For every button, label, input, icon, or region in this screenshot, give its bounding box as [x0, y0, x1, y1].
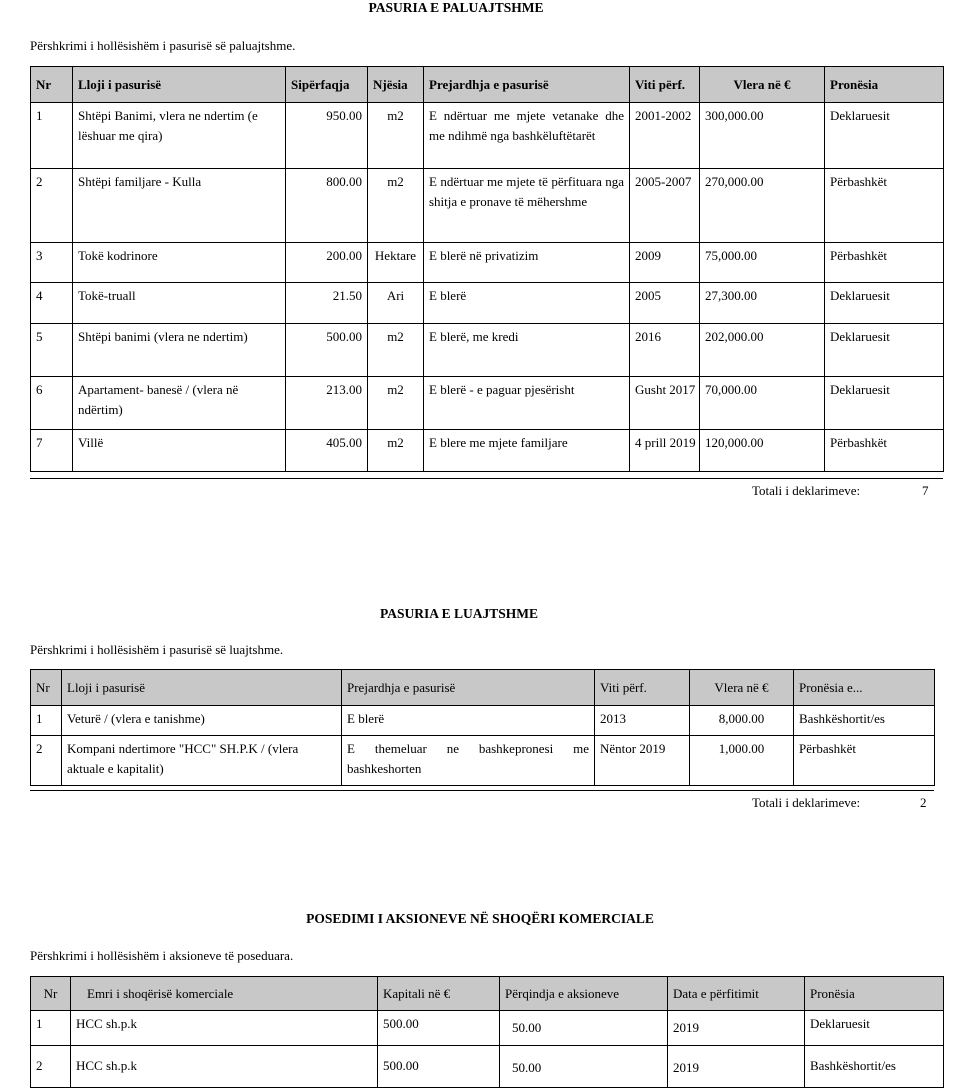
total-label: Totali i deklarimeve:: [752, 483, 861, 498]
section-title-immovable: PASURIA E PALUAJTSHME: [368, 0, 544, 15]
header-ownership: Pronësia: [825, 67, 944, 103]
table-row: [31, 324, 944, 377]
cell-type: Shtëpi Banimi, vlera ne ndertim (e lëshuar me qira): [73, 103, 286, 169]
header-ownership: Pronësia e...: [794, 670, 935, 706]
section-intro-immovable: Përshkrimi i hollësishëm i pasurisë së paluajtshme.: [30, 38, 296, 53]
cell-year: 2005-2007: [630, 169, 700, 243]
cell-ownership: Deklaruesit: [805, 1011, 944, 1046]
cell-origin: E ndërtuar me mjete vetanake dhe me ndihmë nga bashkëluftëtarët: [424, 103, 630, 169]
header-ownership: Pronësia: [805, 977, 944, 1011]
cell-type: Villë: [73, 430, 286, 472]
cell-ownership: Deklaruesit: [825, 377, 944, 430]
header-unit: Njësia: [368, 67, 424, 103]
cell-nr: 2: [31, 1046, 71, 1088]
section-title-shares: POSEDIMI I AKSIONEVE NË SHOQËRI KOMERCIALE: [306, 911, 654, 926]
table-row: [31, 1046, 944, 1088]
header-acquisition-date: Data e përfitimit: [668, 977, 805, 1011]
table-end-rule: [30, 790, 934, 791]
cell-area: 213.00: [286, 377, 368, 430]
table-row: [31, 706, 935, 736]
cell-ownership: Deklaruesit: [825, 283, 944, 324]
total-value: 2: [920, 795, 927, 810]
table-end-rule: [30, 478, 943, 479]
cell-area: 800.00: [286, 169, 368, 243]
cell-unit: m2: [368, 169, 424, 243]
cell-acquisition-date: 2019: [668, 1011, 805, 1046]
cell-year: 2001-2002: [630, 103, 700, 169]
header-nr: Nr: [31, 67, 73, 103]
cell-unit: m2: [368, 324, 424, 377]
cell-type: Kompani ndertimore "HCC" SH.P.K / (vlera aktuale e kapitalit): [62, 736, 342, 786]
header-nr: Nr: [31, 977, 71, 1011]
cell-value: 70,000.00: [700, 377, 825, 430]
cell-capital: 500.00: [378, 1011, 500, 1046]
cell-year: Gusht 2017: [630, 377, 700, 430]
cell-acquisition-date: 2019: [668, 1046, 805, 1088]
cell-origin: E ndërtuar me mjete të përfituara nga shitja e pronave të mëhershme: [424, 169, 630, 243]
cell-nr: 1: [31, 1011, 71, 1046]
header-nr: Nr: [31, 670, 62, 706]
cell-origin: E blerë: [424, 283, 630, 324]
table-row: [31, 736, 935, 786]
cell-ownership: Përbashkët: [825, 243, 944, 283]
header-year: Viti përf.: [630, 67, 700, 103]
cell-value: 75,000.00: [700, 243, 825, 283]
cell-nr: 7: [31, 430, 73, 472]
cell-year: 2009: [630, 243, 700, 283]
cell-share-percentage: 50.00: [500, 1011, 668, 1046]
cell-year: 4 prill 2019: [630, 430, 700, 472]
cell-type: Tokë kodrinore: [73, 243, 286, 283]
immovable-property-table: [30, 66, 944, 472]
header-capital: Kapitali në €: [378, 977, 500, 1011]
cell-value: 1,000.00: [690, 736, 794, 786]
cell-unit: m2: [368, 103, 424, 169]
cell-unit: Ari: [368, 283, 424, 324]
section-title-movable: PASURIA E LUAJTSHME: [379, 606, 539, 621]
cell-type: Shtëpi familjare - Kulla: [73, 169, 286, 243]
cell-unit: Hektare: [368, 243, 424, 283]
cell-origin: E blerë - e paguar pjesërisht: [424, 377, 630, 430]
cell-origin: E blerë, me kredi: [424, 324, 630, 377]
cell-type: Veturë / (vlera e tanishme): [62, 706, 342, 736]
total-label: Totali i deklarimeve:: [752, 795, 861, 810]
header-property-type: Lloji i pasurisë: [73, 67, 286, 103]
cell-value: 8,000.00: [690, 706, 794, 736]
cell-nr: 2: [31, 736, 62, 786]
cell-value: 27,300.00: [700, 283, 825, 324]
cell-nr: 6: [31, 377, 73, 430]
movable-property-table: [30, 669, 935, 786]
cell-unit: m2: [368, 377, 424, 430]
cell-nr: 4: [31, 283, 73, 324]
cell-year: 2005: [630, 283, 700, 324]
cell-nr: 5: [31, 324, 73, 377]
cell-ownership: Deklaruesit: [825, 103, 944, 169]
cell-ownership: Përbashkët: [825, 169, 944, 243]
cell-ownership: Bashkëshortit/es: [805, 1046, 944, 1088]
cell-area: 950.00: [286, 103, 368, 169]
header-share-percentage: Përqindja e aksioneve: [500, 977, 668, 1011]
cell-year: 2016: [630, 324, 700, 377]
table-row: [31, 283, 944, 324]
cell-type: Apartament- banesë / (vlera në ndërtim): [73, 377, 286, 430]
table-row: [31, 377, 944, 430]
cell-nr: 2: [31, 169, 73, 243]
table-header-row: [31, 67, 944, 103]
cell-company-name: HCC sh.p.k: [71, 1046, 378, 1088]
table-row: [31, 169, 944, 243]
cell-ownership: Përbashkët: [794, 736, 935, 786]
section-intro-shares: Përshkrimi i hollësishëm i aksioneve të poseduara.: [30, 948, 294, 963]
header-value: Vlera në €: [690, 670, 794, 706]
cell-origin: E blerë në privatizim: [424, 243, 630, 283]
cell-capital: 500.00: [378, 1046, 500, 1088]
header-value: Vlera në €: [700, 67, 825, 103]
cell-nr: 3: [31, 243, 73, 283]
cell-area: 405.00: [286, 430, 368, 472]
cell-ownership: Përbashkët: [825, 430, 944, 472]
cell-area: 21.50: [286, 283, 368, 324]
cell-value: 120,000.00: [700, 430, 825, 472]
header-property-type: Lloji i pasurisë: [62, 670, 342, 706]
table-header-row: [31, 670, 935, 706]
header-area: Sipërfaqja: [286, 67, 368, 103]
cell-ownership: Bashkëshortit/es: [794, 706, 935, 736]
header-company-name: Emri i shoqërisë komerciale: [71, 977, 378, 1011]
cell-origin: E themeluar ne bashkepronesi me bashkeshorten: [342, 736, 595, 786]
table-row: [31, 103, 944, 169]
header-year: Viti përf.: [595, 670, 690, 706]
shares-table: [30, 976, 944, 1088]
cell-origin: E blere me mjete familjare: [424, 430, 630, 472]
section-intro-movable: Përshkrimi i hollësishëm i pasurisë së luajtshme.: [30, 642, 284, 657]
cell-nr: 1: [31, 103, 73, 169]
header-origin: Prejardhja e pasurisë: [342, 670, 595, 706]
cell-type: Tokë-truall: [73, 283, 286, 324]
cell-company-name: HCC sh.p.k: [71, 1011, 378, 1046]
total-value: 7: [922, 483, 929, 498]
table-header-row: [31, 977, 944, 1011]
cell-share-percentage: 50.00: [500, 1046, 668, 1088]
cell-origin: E blerë: [342, 706, 595, 736]
table-row: [31, 1011, 944, 1046]
cell-value: 270,000.00: [700, 169, 825, 243]
cell-value: 202,000.00: [700, 324, 825, 377]
cell-year: 2013: [595, 706, 690, 736]
header-origin: Prejardhja e pasurisë: [424, 67, 630, 103]
table-row: [31, 430, 944, 472]
cell-ownership: Deklaruesit: [825, 324, 944, 377]
cell-value: 300,000.00: [700, 103, 825, 169]
cell-area: 500.00: [286, 324, 368, 377]
cell-area: 200.00: [286, 243, 368, 283]
cell-type: Shtëpi banimi (vlera ne ndertim): [73, 324, 286, 377]
table-row: [31, 243, 944, 283]
cell-year: Nëntor 2019: [595, 736, 690, 786]
cell-nr: 1: [31, 706, 62, 736]
cell-unit: m2: [368, 430, 424, 472]
